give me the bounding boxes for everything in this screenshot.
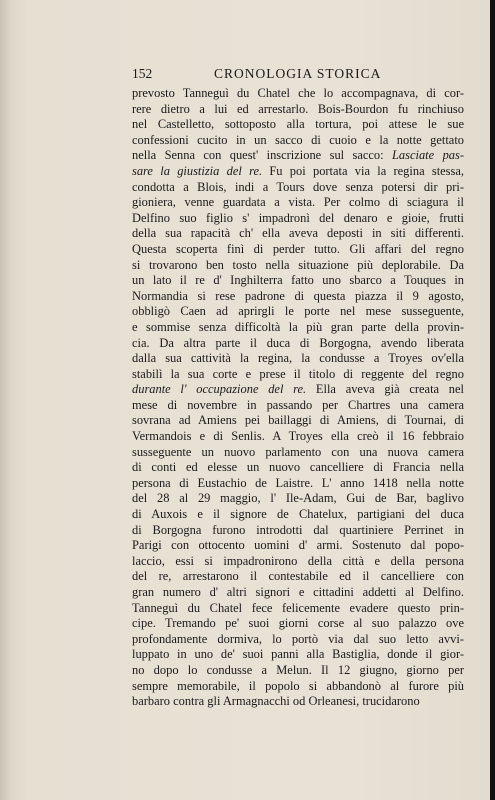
- italic-text: Lasciate pas-: [392, 148, 464, 163]
- text-line: [132, 538, 464, 554]
- text-line: [132, 429, 464, 445]
- text-segment: cia. Da altra parte il duca di Borgogna, avendo liberata: [132, 335, 464, 350]
- text-segment: laccio, essi si impadronirono della città e della persona: [132, 553, 464, 568]
- text-line: [132, 694, 464, 710]
- text-line: [132, 102, 464, 118]
- page-edge-shadow: [490, 0, 495, 800]
- text-segment: Delfino suo figlio s' impadronì del denaro e gioie, frutti: [132, 210, 464, 225]
- text-line: [132, 117, 464, 133]
- text-line: [132, 320, 464, 336]
- text-line: [132, 242, 464, 258]
- text-segment: rere dietro a lui ed arrestarlo. Bois-Bourdon fu rinchiuso: [132, 101, 464, 116]
- text-segment: e sommise senza difficoltà la più gran parte della provin-: [132, 319, 464, 334]
- text-line: [132, 211, 464, 227]
- text-line: [132, 148, 464, 164]
- text-segment: nel Castelletto, sottoposto alla tortura, poi attese le sue: [132, 117, 464, 132]
- text-segment: Parigi con ottocento uomini d' armi. Sostenuto dal popo-: [132, 538, 464, 553]
- text-line: [132, 258, 464, 274]
- page-number: 152: [132, 66, 153, 81]
- text-line: [132, 507, 464, 523]
- text-segment: confessioni cucito in un sacco di cuoio e la notte gettato: [132, 132, 464, 147]
- text-segment: del re, arrestarono il contestabile ed il cancelliere con: [132, 569, 464, 584]
- text-segment: barbaro contra gli Armagnacchi od Orleanesi, trucidarono: [132, 694, 420, 709]
- text-line: [132, 476, 464, 492]
- text-line: [132, 164, 464, 180]
- text-segment: profondamente dormiva, lo portò via dal suo letto avvi-: [132, 631, 464, 646]
- text-segment: gioniera, venne guardata a vista. Per colmo di sciagura il: [132, 195, 464, 210]
- text-line: [132, 351, 464, 367]
- italic-text: sare la giustizia del re.: [132, 163, 263, 178]
- text-segment: cipe. Tremando pe' suoi giorni corse al suo palazzo ove: [132, 616, 464, 631]
- text-line: [132, 523, 464, 539]
- text-segment: susseguente un nuovo parlamento con una nuova camera: [132, 444, 464, 459]
- text-line: [132, 398, 464, 414]
- text-segment: nella Senna con quest' inscrizione sul sacco:: [132, 148, 393, 163]
- text-segment: no dopo lo condusse a Melun. Il 12 giugno, giorno per: [132, 662, 464, 677]
- running-head: CRONOLOGIA STORICA: [214, 66, 382, 81]
- text-line: [132, 616, 464, 632]
- text-line: [132, 289, 464, 305]
- text-segment: persona di Eustachio de Laistre. L' anno 1418 nella notte: [132, 475, 464, 490]
- text-line: [132, 226, 464, 242]
- text-segment: dalla sua cattività la regina, la condusse a Troyes ov'ella: [132, 351, 464, 366]
- text-line: [132, 647, 464, 663]
- text-segment: prevosto Tanneguì du Chatel che lo accompagnava, di cor-: [132, 86, 464, 100]
- text-segment: si trovarono ben tosto nella situazione più deplorabile. Da: [132, 257, 464, 272]
- text-line: [132, 585, 464, 601]
- text-segment: Questa scoperta finì di perder tutto. Gli affari del regno: [132, 241, 464, 256]
- text-segment: di conti ed elesse un nuovo cancelliere di Francia nella: [132, 460, 464, 475]
- text-segment: condotta a Blois, indi a Tours dove senza potersi dir pri-: [132, 179, 464, 194]
- text-line: [132, 180, 464, 196]
- text-segment: obbligò Caen ad aprirgli le porte nel mese susseguente,: [132, 304, 464, 319]
- text-segment: Vermandois e di Senlis. A Troyes ella creò il 16 febbraio: [132, 429, 464, 444]
- text-segment: del 28 al 29 maggio, l' Ile-Adam, Gui de Bar, baglivo: [132, 491, 464, 506]
- text-line: [132, 554, 464, 570]
- text-segment: luppato in uno de' suoi panni alla Bastiglia, donde il gior-: [132, 647, 464, 662]
- text-line: [132, 679, 464, 695]
- text-line: [132, 86, 464, 102]
- text-line: [132, 195, 464, 211]
- text-segment: Fu poi portata via la regina stessa,: [262, 163, 464, 178]
- text-line: [132, 336, 464, 352]
- text-segment: Normandia si rese padrone di questa piazza il 9 agosto,: [132, 288, 464, 303]
- text-line: [132, 460, 464, 476]
- text-segment: stabilì la sua corte e prese il titolo di reggente del regno: [132, 366, 464, 381]
- text-line: [132, 273, 464, 289]
- text-segment: di Borgogna furono introdotti dal quartiniere Perrinet in: [132, 522, 464, 537]
- text-line: [132, 133, 464, 149]
- text-line: [132, 601, 464, 617]
- text-line: [132, 491, 464, 507]
- text-line: [132, 413, 464, 429]
- text-segment: gran numero d' altri signori e cittadini addetti al Delfino.: [132, 585, 464, 599]
- text-line: [132, 367, 464, 383]
- text-segment: della sua rapacità ch' ella aveva deposti in siti differenti.: [132, 226, 464, 241]
- text-line: [132, 304, 464, 320]
- text-segment: mese di novembre in passando per Chartres una camera: [132, 397, 464, 412]
- text-segment: Ella aveva già creata nel: [306, 382, 464, 397]
- text-segment: sovrana ad Amiens pei baillaggi di Amiens, di Tournai, di: [132, 413, 464, 428]
- text-line: [132, 663, 464, 679]
- text-segment: Tanneguì du Chatel fece felicemente evadere questo prin-: [132, 600, 464, 615]
- text-line: [132, 632, 464, 648]
- text-line: [132, 569, 464, 585]
- body-text: [132, 86, 464, 710]
- text-line: [132, 445, 464, 461]
- text-line: [132, 382, 464, 398]
- text-segment: un lato il re d' Inghilterra fatto uno sbarco a Touques in: [132, 273, 464, 288]
- text-segment: sempre memorabile, il popolo si abbandonò al furore più: [132, 678, 464, 693]
- italic-text: durante l' occupazione del re.: [132, 382, 307, 397]
- text-segment: di Auxois e il signore de Chatelux, partigiani del duca: [132, 507, 464, 522]
